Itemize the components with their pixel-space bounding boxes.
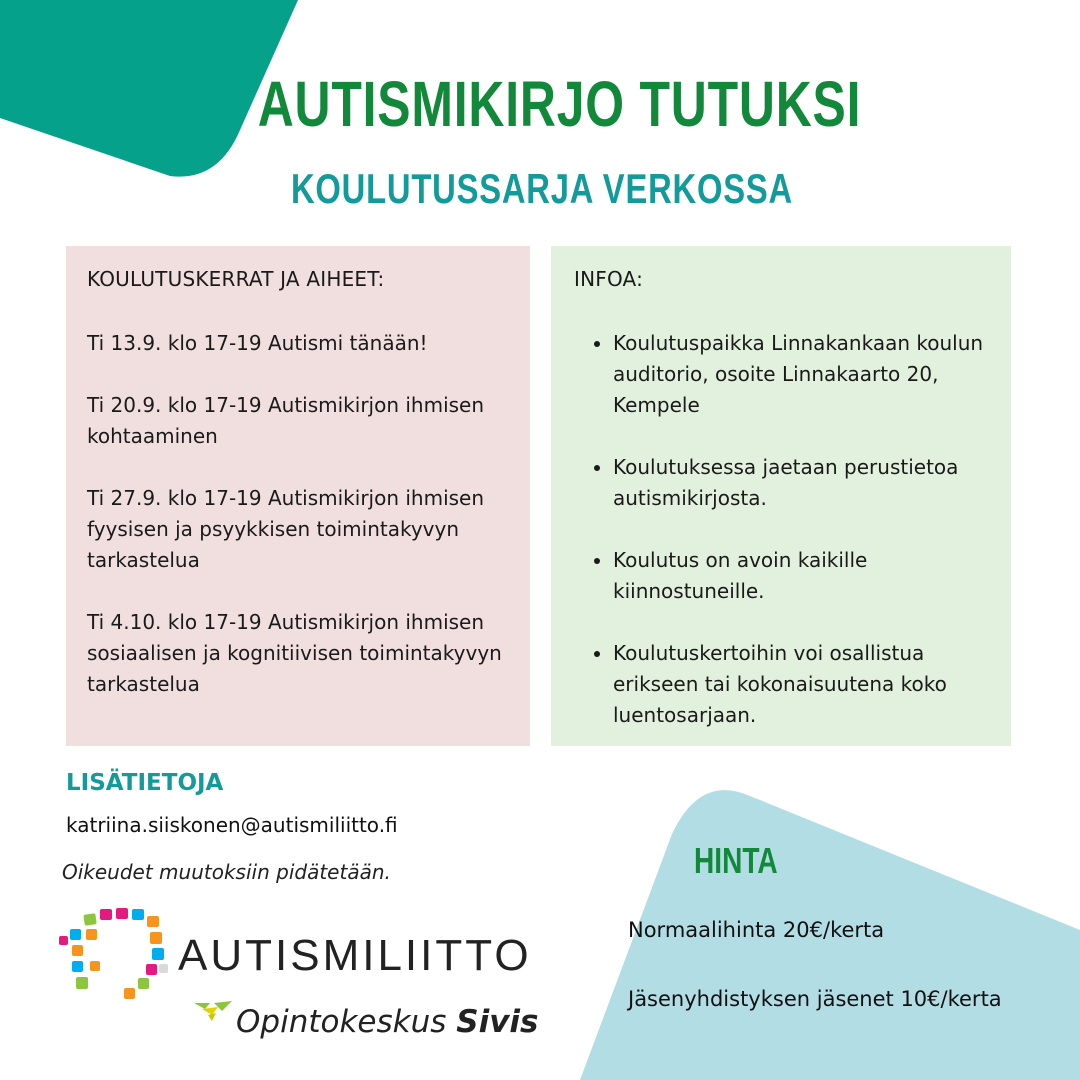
info-panel — [551, 246, 1011, 746]
session-item-2: Ti 20.9. klo 17-19 Autismikirjon ihmisen kohtaaminen — [87, 393, 485, 448]
info-item-4: • Koulutuskertoihin voi osallistua erikseen tai kokonaisuutena koko luentosarjaan. — [613, 638, 991, 731]
price-member: Jäsenyhdistyksen jäsenet 10€/kerta — [628, 987, 1002, 1011]
info-item-2: • Koulutuksessa jaetaan perustietoa autismikirjosta. — [613, 452, 991, 514]
price-normal: Normaalihinta 20€/kerta — [628, 918, 885, 942]
sivis-logo-name: Sivis — [456, 1004, 539, 1040]
autismiliitto-logo-icon — [58, 904, 173, 1004]
info-item-1: • Koulutuspaikka Linnakankaan koulun auditorio, osoite Linnakaarto 20, Kempele — [613, 328, 991, 421]
page-subtitle: KOULUTUSSARJA VERKOSSA — [290, 165, 793, 212]
session-item-1: Ti 13.9. klo 17-19 Autismi tänään! — [87, 331, 428, 355]
autismiliitto-logo-text: AUTISMILIITTO — [178, 931, 532, 980]
sessions-heading: KOULUTUSKERRAT JA AIHEET: — [87, 267, 385, 291]
session-item-4: Ti 4.10. klo 17-19 Autismikirjon ihmisen sosiaalisen ja kognitiivisen toimintakyvyn tarkastelua — [87, 610, 502, 696]
sivis-logo-icon — [192, 999, 234, 1023]
sessions-panel — [66, 246, 530, 746]
contact-heading: LISÄTIETOJA — [66, 770, 224, 796]
info-list — [574, 328, 991, 731]
info-heading: INFOA: — [574, 267, 644, 291]
sivis-logo-text — [236, 1003, 539, 1041]
info-item-3: • Koulutus on avoin kaikille kiinnostuneille. — [613, 545, 991, 607]
contact-email-link[interactable]: katriina.siiskonen@autismiliitto.fi — [66, 813, 398, 837]
session-item-3: Ti 27.9. klo 17-19 Autismikirjon ihmisen fyysisen ja psyykkisen toimintakyvyn tarkastelua — [87, 486, 485, 572]
sivis-logo-prefix: Opintokeskus — [236, 1004, 447, 1040]
disclaimer-text: Oikeudet muutoksiin pidätetään. — [62, 860, 391, 884]
price-heading: HINTA — [694, 840, 778, 881]
page-title: AUTISMIKIRJO TUTUKSI — [257, 68, 862, 140]
